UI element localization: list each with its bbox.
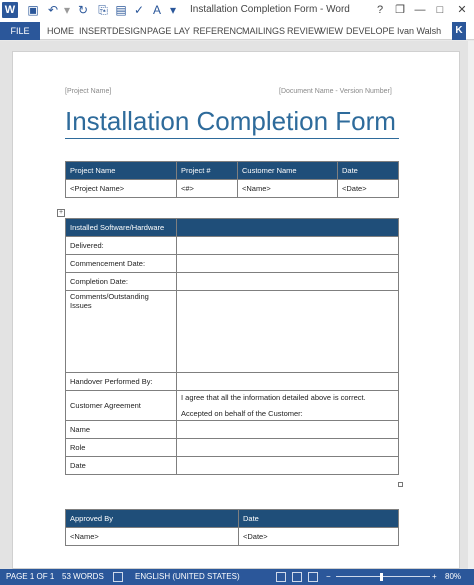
tab-home[interactable]: HOME [47, 26, 74, 36]
format-painter-icon[interactable]: ⎘ [98, 3, 108, 17]
comments-label: Comments/Outstanding Issues [66, 291, 177, 373]
installed-header-value [177, 219, 399, 237]
table-resize-handle[interactable] [398, 482, 403, 487]
document-area [0, 41, 474, 569]
window-title: Installation Completion Form - Word [190, 4, 350, 15]
tab-mailings[interactable]: MAILINGS [242, 26, 286, 36]
tab-insert[interactable]: INSERT [79, 26, 112, 36]
approved-by-header: Approved By [66, 510, 239, 528]
customer-agreement-label: Customer Agreement [66, 391, 177, 421]
undo-dropdown-icon[interactable]: ▾ [63, 3, 71, 17]
save-icon[interactable]: ▣ [27, 3, 39, 17]
customer-agreement-value[interactable] [177, 391, 399, 421]
name-value[interactable] [177, 421, 399, 439]
approval-table [65, 509, 399, 546]
commencement-date-label: Commencement Date: [66, 255, 177, 273]
date-header: Date [338, 162, 399, 180]
minimize-button[interactable]: — [414, 4, 426, 16]
zoom-level[interactable]: 80% [445, 572, 462, 581]
date-value[interactable] [177, 457, 399, 475]
vertical-scrollbar[interactable] [468, 41, 474, 569]
ribbon-tabs [0, 22, 474, 40]
comments-value[interactable] [177, 291, 399, 373]
word-count[interactable]: 53 WORDS [62, 572, 104, 581]
redo-icon[interactable]: ↻ [77, 3, 89, 17]
project-table [65, 161, 399, 198]
table-move-handle[interactable]: + [58, 209, 64, 216]
page-count[interactable]: PAGE 1 OF 1 [6, 572, 55, 581]
handover-value[interactable] [177, 373, 399, 391]
spelling-icon[interactable]: ✓ [133, 3, 145, 17]
zoom-out-button[interactable]: − [326, 572, 331, 581]
proofing-icon[interactable] [113, 572, 123, 582]
customer-name-cell[interactable]: <Name> [238, 180, 338, 198]
text-style-icon[interactable]: A [152, 3, 161, 17]
completion-date-value[interactable] [177, 273, 399, 291]
read-mode-icon[interactable] [276, 572, 286, 582]
zoom-slider-thumb[interactable] [380, 573, 383, 581]
tab-file[interactable]: FILE [0, 22, 40, 40]
web-layout-icon[interactable] [308, 572, 318, 582]
tab-page-layout[interactable]: PAGE LAY [147, 26, 191, 36]
completion-date-label: Completion Date: [66, 273, 177, 291]
role-label: Role [66, 439, 177, 457]
commencement-date-value[interactable] [177, 255, 399, 273]
user-name[interactable]: Ivan Walsh [397, 26, 442, 36]
project-name-cell[interactable]: <Project Name> [66, 180, 177, 198]
word-app-icon[interactable]: W [2, 2, 18, 18]
print-layout-icon[interactable] [292, 572, 302, 582]
delivered-label: Delivered: [66, 237, 177, 255]
customize-toolbar-icon[interactable]: ▾ [169, 3, 177, 17]
tab-view[interactable]: VIEW [320, 26, 344, 36]
tab-references[interactable]: REFERENC [193, 26, 243, 36]
document-page[interactable] [12, 51, 460, 569]
zoom-slider[interactable] [336, 576, 430, 577]
avatar[interactable]: K [452, 22, 466, 40]
zoom-in-button[interactable]: + [432, 572, 437, 581]
approval-date-header: Date [239, 510, 399, 528]
project-number-cell[interactable]: <#> [177, 180, 238, 198]
customer-name-header: Customer Name [238, 162, 338, 180]
name-label: Name [66, 421, 177, 439]
close-button[interactable]: ✕ [457, 4, 467, 16]
header-document-name: [Document Name - Version Number] [279, 88, 392, 95]
approved-by-cell[interactable]: <Name> [66, 528, 239, 546]
date-cell[interactable]: <Date> [338, 180, 399, 198]
approval-date-cell[interactable]: <Date> [239, 528, 399, 546]
header-project-name: [Project Name] [65, 88, 112, 95]
installation-table [65, 218, 399, 475]
handover-label: Handover Performed By: [66, 373, 177, 391]
print-icon[interactable]: ▤ [115, 3, 127, 17]
role-value[interactable] [177, 439, 399, 457]
tab-design[interactable]: DESIGN [112, 26, 147, 36]
project-name-header: Project Name [66, 162, 177, 180]
agreement-statement: I agree that all the information detailed above is correct. [181, 393, 366, 402]
date-label: Date [66, 457, 177, 475]
installed-header: Installed Software/Hardware [66, 219, 177, 237]
title-bar [0, 0, 474, 22]
ribbon-display-button[interactable]: ❐ [395, 4, 405, 16]
language-indicator[interactable]: ENGLISH (UNITED STATES) [135, 572, 240, 581]
document-title: Installation Completion Form [65, 106, 396, 136]
project-number-header: Project # [177, 162, 238, 180]
help-button[interactable]: ? [376, 4, 384, 16]
title-divider [65, 138, 399, 139]
undo-icon[interactable]: ↶ [47, 3, 59, 17]
tab-developer[interactable]: DEVELOPE [346, 26, 395, 36]
delivered-value[interactable] [177, 237, 399, 255]
acceptance-statement: Accepted on behalf of the Customer: [181, 409, 303, 418]
status-bar [0, 569, 474, 585]
maximize-button[interactable]: □ [436, 4, 444, 16]
tab-review[interactable]: REVIEW [287, 26, 323, 36]
